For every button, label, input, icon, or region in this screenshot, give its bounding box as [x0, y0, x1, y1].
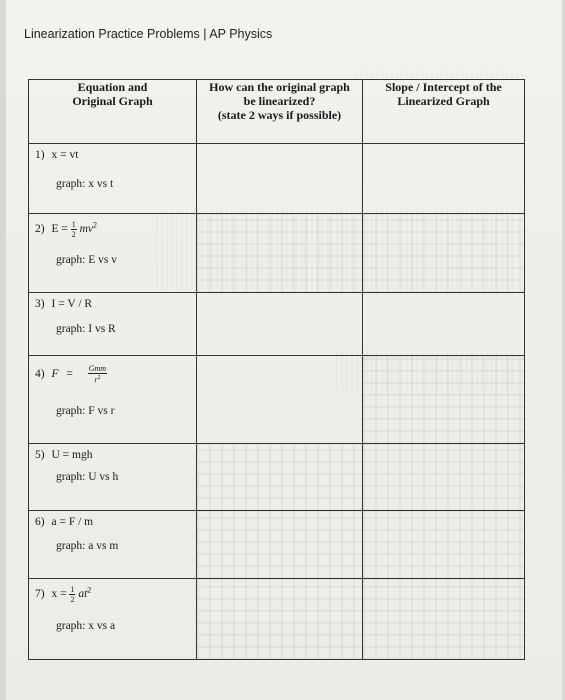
exponent: 2 — [97, 375, 101, 381]
slope-intercept-answer-cell[interactable] — [363, 214, 525, 293]
equals-sign: = — [60, 588, 67, 601]
fraction — [69, 585, 75, 604]
graph-label: graph: a vs m — [56, 540, 119, 552]
header-slope-intercept — [363, 80, 525, 144]
linearization-table — [28, 79, 525, 660]
equals-sign: = — [60, 149, 67, 161]
fraction-denominator: 2 — [70, 595, 75, 604]
slope-intercept-answer-cell[interactable] — [363, 511, 525, 579]
problem-number: 4) — [35, 367, 45, 380]
table-row — [29, 579, 525, 660]
linearize-answer-cell[interactable] — [197, 293, 363, 356]
equation-rhs: vt — [69, 149, 79, 161]
table-row — [29, 214, 525, 293]
header-linearize — [197, 80, 363, 144]
equation — [29, 511, 196, 528]
equation-cell — [29, 144, 197, 214]
equation — [29, 579, 196, 604]
equation-lhs: F — [51, 367, 59, 380]
equation-variable: at — [78, 588, 88, 601]
header-line: Equation and — [77, 80, 148, 94]
problem-number: 5) — [35, 449, 45, 461]
equation — [29, 356, 196, 385]
equation-lhs: E — [51, 223, 59, 236]
slope-intercept-answer-cell[interactable] — [363, 144, 525, 214]
header-line: Original Graph — [72, 94, 153, 108]
fraction-denominator: 2 — [71, 230, 76, 239]
page-title: Linearization Practice Problems | AP Physics — [24, 27, 273, 41]
header-line: Linearized Graph — [397, 94, 490, 108]
equation — [29, 293, 196, 310]
fraction-denominator — [88, 374, 107, 385]
linearize-answer-cell[interactable] — [197, 444, 363, 511]
header-row — [29, 80, 525, 144]
equation-cell — [29, 214, 197, 293]
equation-cell — [29, 444, 197, 511]
denominator-variable: r — [94, 375, 98, 385]
slope-intercept-answer-cell[interactable] — [363, 356, 525, 444]
linearize-answer-cell[interactable] — [197, 579, 363, 660]
worksheet-page — [6, 0, 562, 700]
slope-intercept-answer-cell[interactable] — [363, 444, 525, 511]
linearize-answer-cell[interactable] — [197, 144, 363, 214]
graph-label: graph: I vs R — [56, 323, 116, 335]
exponent: 2 — [87, 585, 92, 595]
equation — [29, 214, 196, 239]
equation-lhs: a — [51, 516, 57, 528]
equation-cell — [29, 511, 197, 579]
table-row — [29, 444, 525, 511]
header-line: How can the original graph — [209, 80, 350, 94]
header-line: be linearized? — [243, 94, 316, 108]
graph-label: graph: E vs v — [56, 254, 118, 266]
graph-label: graph: U vs h — [56, 471, 119, 483]
equals-sign: = — [62, 449, 70, 461]
fraction-numerator: 1 — [70, 585, 75, 594]
table-row — [29, 511, 525, 579]
equation-variable: mv — [79, 223, 94, 236]
table-row — [29, 356, 525, 444]
equation — [29, 144, 196, 161]
fraction — [88, 364, 107, 385]
linearize-answer-cell[interactable] — [197, 356, 363, 444]
problem-number: 1) — [35, 149, 45, 161]
equation-lhs: x — [51, 588, 58, 601]
fraction-numerator: Gmm — [88, 364, 107, 373]
equation-lhs: U — [51, 449, 60, 461]
linearize-answer-cell[interactable] — [197, 511, 363, 579]
equation — [29, 444, 196, 461]
slope-intercept-answer-cell[interactable] — [363, 579, 525, 660]
equation-lhs: x — [51, 149, 58, 161]
header-line: Slope / Intercept of the — [385, 80, 502, 94]
equation-rhs: F / m — [68, 516, 94, 528]
exponent: 2 — [93, 220, 98, 230]
equals-sign: = — [59, 516, 66, 528]
equation-cell — [29, 293, 197, 356]
graph-label: graph: x vs t — [56, 178, 114, 190]
equals-sign: = — [58, 298, 65, 310]
equation-lhs: I — [51, 298, 56, 310]
bleed-through-shading — [356, 70, 526, 78]
equation-rhs: V / R — [67, 298, 93, 310]
equals-sign: = — [61, 223, 68, 236]
graph-label: graph: F vs r — [56, 404, 115, 417]
fraction — [71, 220, 77, 239]
linearize-answer-cell[interactable] — [197, 214, 363, 293]
slope-intercept-answer-cell[interactable] — [363, 293, 525, 356]
problem-number: 3) — [35, 298, 45, 310]
table-row — [29, 293, 525, 356]
table-row — [29, 144, 525, 214]
header-equation — [29, 80, 197, 144]
equation-cell — [29, 356, 197, 444]
graph-label: graph: x vs a — [56, 620, 116, 632]
header-line: (state 2 ways if possible) — [217, 108, 342, 122]
problem-number: 7) — [35, 588, 45, 601]
problem-number: 2) — [35, 223, 45, 236]
equals-sign: = — [66, 367, 73, 380]
equation-cell — [29, 579, 197, 660]
problem-number: 6) — [35, 516, 45, 528]
fraction-numerator: 1 — [71, 220, 76, 229]
equation-rhs: mgh — [72, 449, 93, 461]
